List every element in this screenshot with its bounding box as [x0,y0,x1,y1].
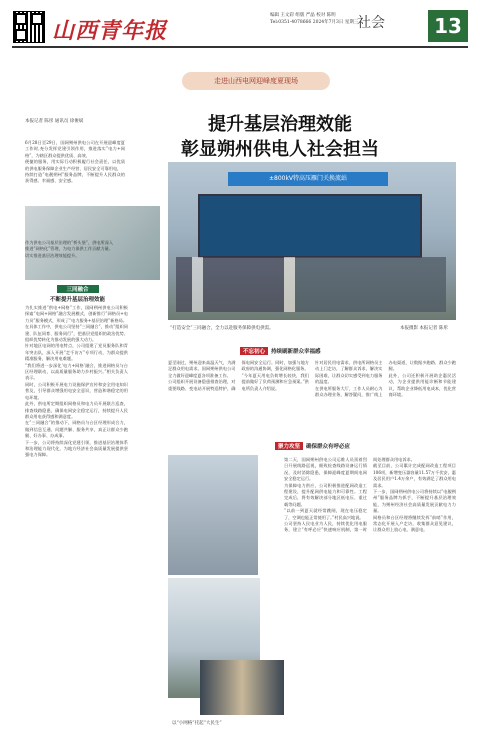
paragraph: 此外，供电所定期组织网格员和电力员开展联合巡查，排查线路隐患，确保电网安全稳定运行，持续提升人民群众用电获得感和满意度。 [25,401,128,419]
header-info-line2: Tel:0351-4078666 2024年7月3日 星期三 [270,20,359,25]
workers-group [176,257,446,312]
header-info-line1: 编辑 王文彩 组版 严晶 校对 陈明 [270,13,336,18]
paragraph: 第二天，国网朔州供电公司运维人员顶着烈日开展线路巡视，细致检查线路设备运行情况，及时消除隐患，保障迎峰度夏期间电网安全稳定运行。 [284,457,367,482]
paragraph: 在具体工作中，供电公司坚持“三同融合”，推动“组织同建、队伍同育、服务同行”，把基层党组织的政治优势、组织优势转化为推动发展的强大动力。 [25,324,128,343]
paragraph: 在“三同融合”的推动下，网格员与台区经理形成合力，做到信息互通、问题共解、服务共享，真正让群众少跑腿、好办事、办成事。 [25,420,128,439]
bottom-photo-caption: 以“小网格”托起“大民生” [172,721,222,726]
lead-text: 便捷的服务，用实际行动积极履行社会责任，以优质的供电服务保障企业生产经营、居民安全可靠用电， [25,159,125,171]
headline-line1: 提升基层治理效能 [208,114,352,135]
section3-body [284,457,456,735]
topic-banner: 走进山西电网迎峰度夏现场 [182,72,330,90]
section3-title: 确保群众有呼必应 [306,444,351,450]
paragraph: 此外，公司还积极开展助企惠民活动，为企业提供用能诊断和节能建议，帮助企业降低用电成本，优化营商环境。 [388,372,456,398]
section-name: 社会 [357,15,385,31]
section1-header [25,285,130,303]
section3-tag: 聚力攻坚 [275,442,303,450]
paragraph: 公司坚持人民电业为人民，持续优化用电服务，建立“有呼必应”快速响应机制，第一时间处理群众用电诉求。 [284,457,415,533]
paragraph: 下一步，国网朔州供电公司将持续以“电靓朔州”服务品牌为抓手，不断提升基层治理效能，为朔州经济社会高质量发展贡献电力力量。 [373,489,456,514]
paragraph: “今年夏天用电负荷增长较快，我们提前做好了负荷预测和应急预案。”供电所负责人介绍说。 [241,372,309,391]
lineworker-photo [168,455,258,575]
section1-title: 不断提升基层治理效能 [49,297,105,303]
byline: 本报记者 陈彤 通讯员 徐俊斌 [25,119,84,124]
header-divider [12,46,468,48]
page-number: 13 [428,10,468,42]
section1-tag: 三同融合 [57,285,99,293]
paragraph: 针对地区电网的用电特点，公司组建了党员服务队和青年突击队，深入开展“走千访万”专项行动，为群众提供精准服务，解决用电难题。 [25,343,128,362]
paragraph: 为保障电力供应，公司积极推进配网改造工程建设，提升配网供电能力和可靠性。工程完成后，将有效解决部分地区低电压、重过载等问题。 [284,482,367,507]
main-photo-caption: “打造安全”三同融合，全力以赴服务保障供电供需。 [170,326,274,331]
video-wall [198,194,422,258]
paragraph: “以前一到夏天就经常跳闸，现在电压稳定了，空调也能正常使用了。”村民高兴地说。 [284,508,367,520]
paragraph: 同时，公司积极开展电力设施保护宣传和安全用电知识普及，引导群众增强用电安全意识，营造和谐稳定的用电环境。 [25,381,128,400]
paragraph: 针对居民用电需求，供电所网格员主动上门走访，了解群众诉求，解决实际困难，让群众切实感受到电力服务的温度。 [315,360,383,385]
headline-line2: 彰显朔州供电人社会担当 [181,139,379,160]
paragraph: 网格员和台区经理将继续发挥“前哨”作用，常态化开展入户走访，收集群众意见建议，让群众用上放心电、满意电。 [373,514,456,533]
paragraph: 截至目前，公司累计完成配网改造工程项目106项，新增变压器容量11.57万千伏安，惠及居民用户1.4万余户，有效满足了群众用电需求。 [373,463,456,488]
paragraph: “我们将进一步深化‘电力+网格’融合，推进网格员与台区经理联动，以高质量服务助力乡村振兴。”相关负责人表示。 [25,362,128,381]
section2-header [240,347,380,355]
lead-text: 切实推进基层治理效能提升。 [25,252,80,258]
lead-summary-extra [25,240,125,280]
section2-body [168,360,456,438]
paragraph: 在供电所服务大厅，工作人员耐心为群众办理业务，解答疑问，推广线上办电渠道，让数据多跑路、群众少跑腿。 [315,360,456,398]
section2-tag: 不忘初心 [240,347,268,355]
main-photo-credit: 本报摄影 本报记者 陈彤 [400,326,448,331]
qr-code [13,11,45,43]
section3-header [275,442,395,450]
paragraph: 公司组织开展设备隐患排查治理，对重要线路、变电站开展特巡特护，确保电网安全运行。同时，加强与地方政府的沟通协调，强化网格化服务。 [168,360,309,391]
paragraph: 下一步，公司将持续深化党建引领，推进基层治理体系和治理能力现代化，为地方经济社会高质量发展提供坚强电力保障。 [25,439,128,458]
section1-body [25,305,128,735]
header-info [270,12,358,26]
paragraph: 夏至刚过，朔州迎来高温天气，为满足群众用电需求，国网朔州供电公司全力做好迎峰度夏各项准备工作。 [168,360,236,378]
workers-photo [200,660,284,715]
lead-text: 6月28日至29日，国网朔州供电公司在开展迎峰度夏工作时,充分发挥党建引领作用，推进落实“电力+网格”，为辖区群众提供优质、高效、 [25,140,125,158]
lead-text: 推进“网格化”管理，为电力保供工作贡献力量。 [25,246,114,252]
lead-text: 持续打造“电靓朔州”服务品牌，不断提升人民群众的获得感、幸福感、安全感。 [25,172,125,184]
section2-title: 持续刷新群众幸福感 [271,349,321,355]
main-photo [168,162,456,320]
paragraph: 为扎实推进“供电+网格”工作，国网朔州供电公司积极探索“电网+网格”融合发展模式，创新推行“网格员+电力员”服务模式，形成了“电力服务+基层治理”新格局。 [25,305,128,323]
lead-text: 作为供电公司基层治理的“桥头堡”，供电所深入 [25,240,114,245]
control-room-sign: ±800kV特高压雁门关换流站 [228,172,388,186]
masthead-logo: 山西青年报 [52,18,168,44]
